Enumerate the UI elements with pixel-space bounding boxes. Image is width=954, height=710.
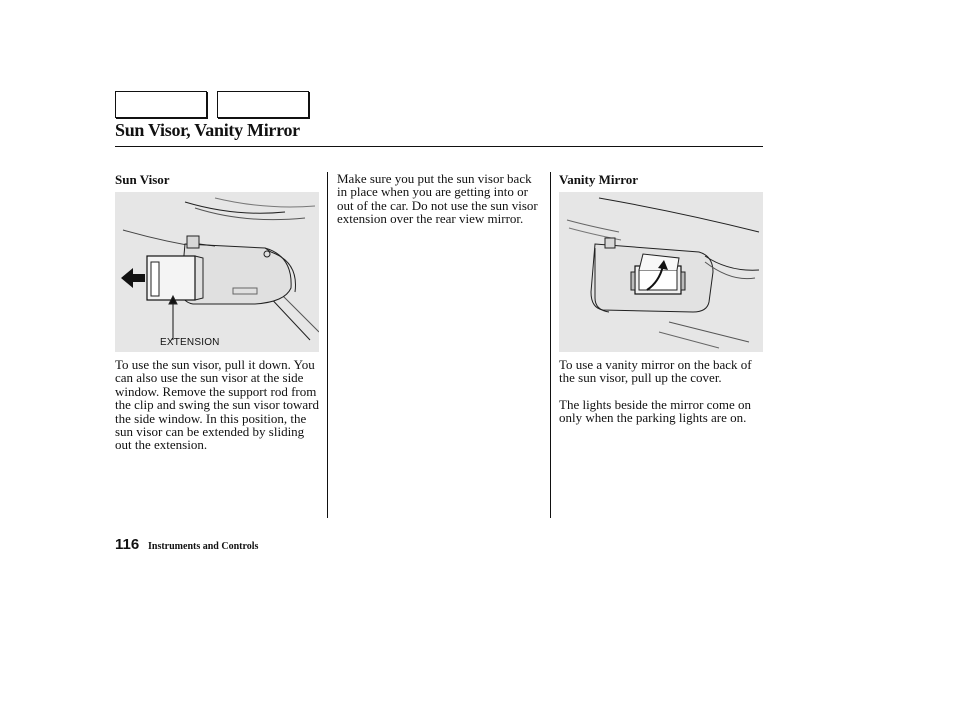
sun-visor-heading: Sun Visor (115, 172, 170, 187)
vanity-mirror-heading: Vanity Mirror (559, 172, 639, 187)
column-divider-2 (550, 172, 551, 518)
vanity-mirror-paragraph-2: The lights beside the mirror come on only when the parking lights are on. (559, 397, 752, 426)
sun-visor-paragraph: To use the sun visor, pull it down. You can also use the sun visor at the side window. Remove the support rod from the clip and swing the sun visor toward the side window. In this position, the sun visor can be extended by sliding out the extension. (115, 357, 319, 453)
sun-visor-illustration (115, 192, 319, 352)
page-title: Sun Visor, Vanity Mirror (115, 120, 300, 140)
section-footer: Instruments and Controls (148, 541, 259, 552)
vanity-mirror-paragraph-1: To use a vanity mirror on the back of the sun visor, pull up the cover. (559, 357, 752, 386)
nav-tab-1[interactable] (115, 91, 207, 118)
column-divider-1 (327, 172, 328, 518)
extension-callout: EXTENSION (160, 337, 220, 348)
caution-paragraph: Make sure you put the sun visor back in place when you are getting into or out of the car. Do not use the sun visor extension over the rear view mirror. (337, 171, 538, 227)
nav-tab-2[interactable] (217, 91, 309, 118)
page-number: 116 (115, 536, 140, 553)
vanity-mirror-illustration (559, 192, 763, 352)
title-divider (115, 146, 763, 147)
